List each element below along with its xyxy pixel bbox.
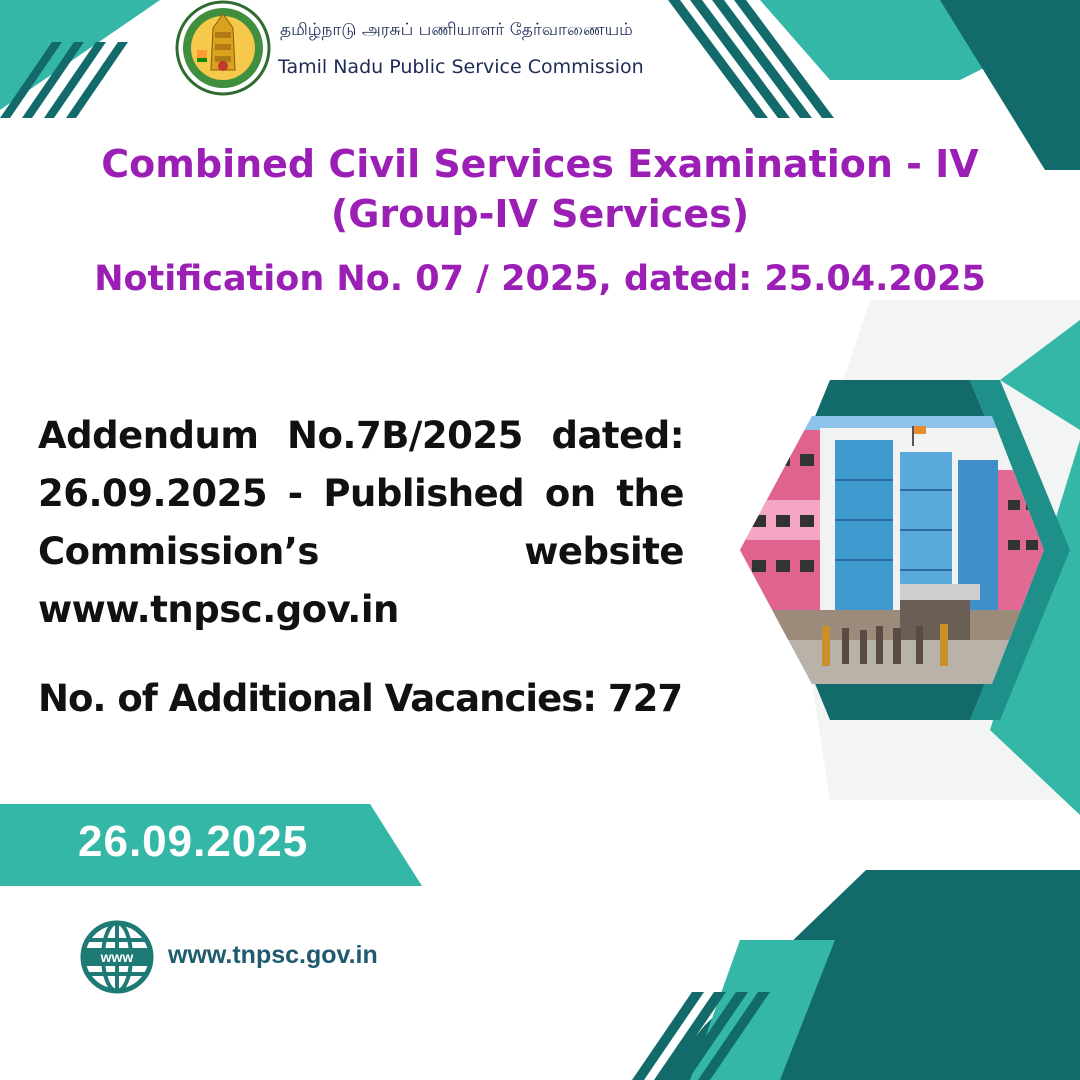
org-name-tamil: தமிழ்நாடு அரசுப் பணியாளர் தேர்வாணையம்	[280, 20, 633, 40]
exam-group-subtitle: (Group-IV Services)	[330, 192, 750, 236]
date-label: 26.09.2025	[78, 817, 309, 866]
org-name-english: Tamil Nadu Public Service Commission	[278, 56, 644, 78]
tamil-nadu-emblem-icon	[175, 0, 271, 96]
addendum-text: Addendum No.7B/2025 dated: 26.09.2025 - Published on the Commission’s website www.tnpsc.gov.in	[38, 414, 684, 631]
exam-title: Combined Civil Services Examination - IV	[101, 142, 979, 186]
notification-line: Notification No. 07 / 2025, dated: 25.04.2025	[94, 259, 986, 299]
footer-website-link[interactable]: www.tnpsc.gov.in	[168, 941, 378, 969]
vacancies-text: No. of Additional Vacancies: 727	[38, 677, 683, 720]
globe-www-label: www	[100, 949, 134, 965]
globe-icon	[80, 920, 154, 994]
